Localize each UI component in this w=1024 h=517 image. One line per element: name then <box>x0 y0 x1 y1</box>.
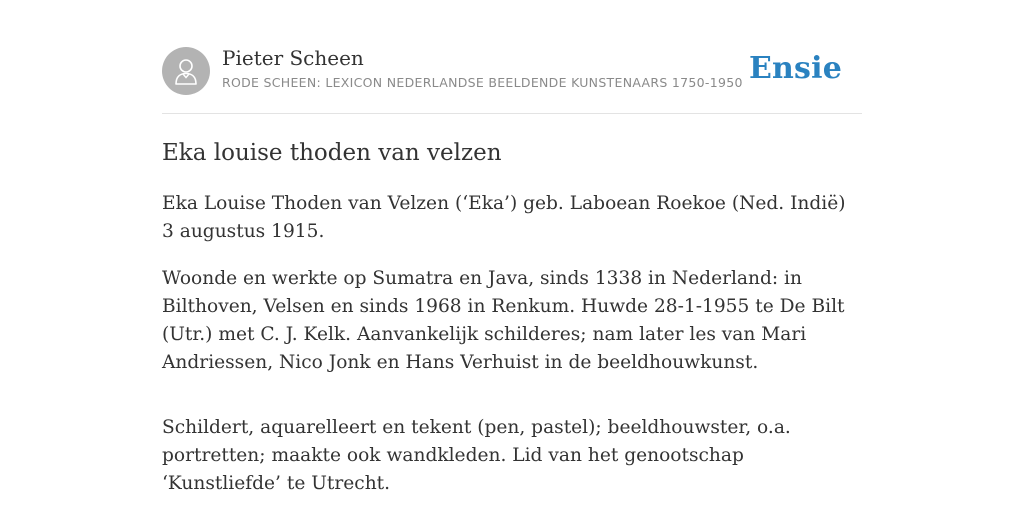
paragraph-gap <box>162 377 862 414</box>
paragraph-birth: Eka Louise Thoden van Velzen (‘Eka’) geb. Laboean Roekoe (Ned. Indië) 3 augustus 1915. <box>162 193 846 242</box>
user-avatar-icon <box>172 56 200 86</box>
author-name[interactable]: Pieter Scheen <box>222 46 364 70</box>
paragraph-work: Schildert, aquarelleert en tekent (pen, pastel); beeldhouwster, o.a. portretten; maakte ook wandkleden. Lid van het genootschap ‘Kunstliefde’ te Utrecht. <box>162 417 791 494</box>
article-header <box>162 46 862 96</box>
article-body <box>162 190 862 517</box>
paragraph-biography: Woonde en werkte op Sumatra en Java, sinds 1338 in Nederland: in Bilthoven, Velsen en sinds 1968 in Renkum. Huwde 28-1-1955 te De Bilt (Utr.) met C. J. Kelk. Aanvankelijk schilderes; nam later les van Mari Andriessen, Nico Jonk en Hans Verhuist in de beeldhouwkunst. <box>162 268 845 373</box>
ensie-logo[interactable]: Ensie <box>748 51 842 86</box>
page-title: Eka louise thoden van velzen <box>162 140 502 166</box>
header-divider <box>162 113 862 114</box>
avatar[interactable] <box>162 47 210 95</box>
article-card <box>162 0 862 512</box>
source-title[interactable]: RODE SCHEEN: LEXICON NEDERLANDSE BEELDENDE KUNSTENAARS 1750-1950 <box>222 75 743 90</box>
